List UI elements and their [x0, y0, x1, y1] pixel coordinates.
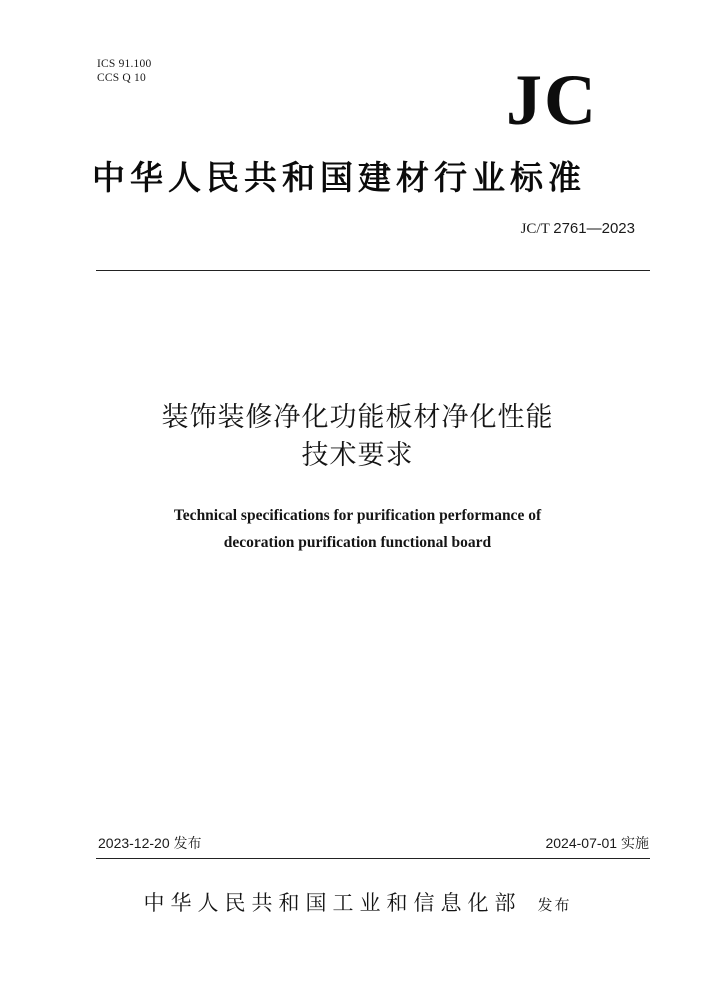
implementation-date: 2024-07-01 实施 — [545, 835, 649, 851]
standard-code-prefix: JC/T — [520, 221, 550, 237]
english-title-line-2: decoration purification functional board — [223, 534, 492, 551]
ics-classification: ICS 91.100 — [97, 58, 152, 70]
ccs-classification: CCS Q 10 — [97, 72, 146, 84]
standard-code — [521, 220, 635, 238]
top-divider — [96, 270, 650, 271]
chinese-title-line-2: 技术要求 — [301, 440, 414, 471]
chinese-title-line-1: 装饰装修净化功能板材净化性能 — [161, 402, 554, 433]
publisher-name: 中华人民共和国工业和信息化部 — [143, 891, 522, 915]
publisher — [0, 889, 715, 919]
issue-date: 2023-12-20 发布 — [98, 835, 202, 851]
bottom-divider — [96, 858, 650, 859]
publisher-action: 发布 — [537, 896, 572, 914]
organization-title: 中华人民共和国建材行业标准 — [92, 158, 586, 197]
standard-code-number: 2761—2023 — [553, 220, 635, 237]
jc-logo: JC — [506, 60, 598, 140]
english-title-line-1: Technical specifications for purification performance of — [173, 507, 542, 524]
